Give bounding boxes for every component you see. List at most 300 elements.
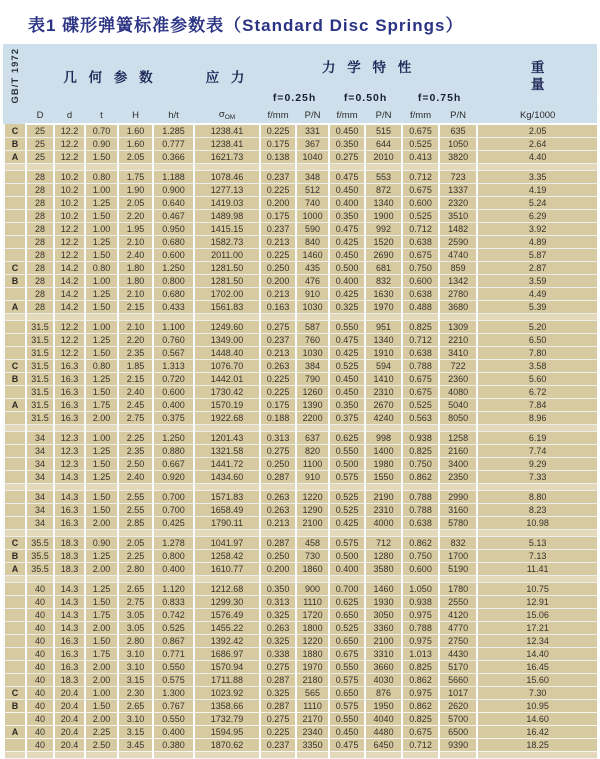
- cell-p1: 1800: [296, 622, 329, 635]
- cell-d: 16.3: [54, 517, 85, 530]
- col-label-f1: f/mm: [260, 107, 296, 124]
- cell-f1: 0.275: [260, 321, 296, 334]
- cell-f2: 0.500: [329, 262, 365, 275]
- cell-d: 16.3: [54, 373, 85, 386]
- separator-cell: [118, 530, 153, 537]
- separator-cell: [329, 314, 365, 321]
- row-series-label: [4, 648, 26, 661]
- row-series-label: [4, 347, 26, 360]
- cell-p2: 1460: [365, 583, 402, 596]
- cell-d: 12.2: [54, 151, 85, 164]
- cell-f2: 0.425: [329, 288, 365, 301]
- cell-f1: 0.313: [260, 596, 296, 609]
- cell-t: 1.25: [85, 288, 118, 301]
- cell-sigma: 1730.42: [194, 386, 260, 399]
- cell-ht: 0.550: [153, 661, 194, 674]
- group-separator: [4, 164, 598, 171]
- separator-cell: [194, 425, 260, 432]
- cell-p2: 3660: [365, 661, 402, 674]
- cell-H: 2.30: [118, 687, 153, 700]
- table-row: [4, 550, 598, 563]
- cell-p3: 4120: [439, 609, 477, 622]
- table-body: [4, 124, 598, 759]
- separator-cell: [365, 425, 402, 432]
- separator-cell: [260, 752, 296, 759]
- cell-p1: 900: [296, 583, 329, 596]
- sigma-subscript: OM: [224, 114, 236, 121]
- cell-p2: 3050: [365, 609, 402, 622]
- cell-ht: 0.920: [153, 471, 194, 484]
- cell-D: 28: [26, 184, 54, 197]
- separator-cell: [153, 752, 194, 759]
- cell-d: 18.3: [54, 563, 85, 576]
- row-series-label: A: [4, 151, 26, 164]
- cell-kg: 8.23: [477, 504, 598, 517]
- cell-kg: 5.13: [477, 537, 598, 550]
- cell-kg: 7.30: [477, 687, 598, 700]
- cell-p1: 1000: [296, 210, 329, 223]
- cell-f3: 0.975: [402, 687, 439, 700]
- cell-f2: 0.450: [329, 386, 365, 399]
- cell-H: 2.15: [118, 373, 153, 386]
- cell-d: 20.4: [54, 739, 85, 752]
- row-series-label: B: [4, 275, 26, 288]
- cell-ht: 0.425: [153, 517, 194, 530]
- cell-kg: 5.39: [477, 301, 598, 314]
- cell-t: 1.50: [85, 596, 118, 609]
- cell-t: 0.70: [85, 124, 118, 138]
- cell-p2: 2670: [365, 399, 402, 412]
- cell-kg: 12.91: [477, 596, 598, 609]
- separator-cell: [329, 530, 365, 537]
- cell-ht: 0.700: [153, 491, 194, 504]
- table-row: [4, 334, 598, 347]
- cell-p3: 2350: [439, 471, 477, 484]
- cell-t: 1.00: [85, 321, 118, 334]
- separator-cell: [153, 576, 194, 583]
- cell-f2: 0.575: [329, 674, 365, 687]
- cell-d: 12.3: [54, 432, 85, 445]
- cell-p2: 4480: [365, 726, 402, 739]
- cell-H: 2.25: [118, 432, 153, 445]
- cell-f1: 0.237: [260, 334, 296, 347]
- cell-H: 2.10: [118, 321, 153, 334]
- separator-cell: [194, 484, 260, 491]
- cell-kg: 2.64: [477, 138, 598, 151]
- cell-sigma: 1489.98: [194, 210, 260, 223]
- separator-cell: [329, 752, 365, 759]
- cell-p1: 790: [296, 373, 329, 386]
- separator-cell: [477, 484, 598, 491]
- cell-p2: 951: [365, 321, 402, 334]
- cell-kg: 2.87: [477, 262, 598, 275]
- cell-H: 2.10: [118, 236, 153, 249]
- header-f025: f=0.25h: [272, 91, 317, 104]
- row-series-label: [4, 223, 26, 236]
- cell-kg: 5.20: [477, 321, 598, 334]
- cell-D: 40: [26, 739, 54, 752]
- separator-cell: [260, 484, 296, 491]
- separator-cell: [54, 484, 85, 491]
- cell-d: 18.3: [54, 550, 85, 563]
- cell-p1: 910: [296, 288, 329, 301]
- cell-kg: 3.92: [477, 223, 598, 236]
- cell-f3: 0.938: [402, 432, 439, 445]
- row-series-label: [4, 445, 26, 458]
- row-series-label: C: [4, 262, 26, 275]
- separator-cell: [4, 164, 26, 171]
- cell-p2: 3310: [365, 648, 402, 661]
- cell-f2: 0.450: [329, 184, 365, 197]
- cell-H: 2.45: [118, 399, 153, 412]
- cell-d: 12.2: [54, 236, 85, 249]
- row-series-label: [4, 249, 26, 262]
- cell-D: 40: [26, 648, 54, 661]
- cell-D: 40: [26, 661, 54, 674]
- cell-p1: 760: [296, 334, 329, 347]
- cell-t: 1.75: [85, 609, 118, 622]
- cell-f2: 0.650: [329, 687, 365, 700]
- header-weight: [477, 44, 598, 107]
- separator-cell: [54, 314, 85, 321]
- cell-f3: 0.638: [402, 236, 439, 249]
- cell-sigma: 1702.00: [194, 288, 260, 301]
- cell-sigma: 1442.01: [194, 373, 260, 386]
- cell-kg: 16.45: [477, 661, 598, 674]
- separator-cell: [365, 752, 402, 759]
- separator-cell: [85, 752, 118, 759]
- cell-t: 1.75: [85, 399, 118, 412]
- cell-d: 10.2: [54, 171, 85, 184]
- cell-ht: 0.575: [153, 674, 194, 687]
- separator-cell: [54, 530, 85, 537]
- cell-d: 20.4: [54, 726, 85, 739]
- header-f075: f=0.75h: [417, 91, 462, 104]
- table-row: [4, 458, 598, 471]
- cell-d: 12.2: [54, 347, 85, 360]
- cell-d: 14.2: [54, 301, 85, 314]
- cell-d: 14.2: [54, 262, 85, 275]
- cell-kg: 3.58: [477, 360, 598, 373]
- cell-p1: 1880: [296, 648, 329, 661]
- cell-p3: 2590: [439, 236, 477, 249]
- cell-f1: 0.325: [260, 635, 296, 648]
- cell-H: 3.10: [118, 661, 153, 674]
- cell-p3: 5170: [439, 661, 477, 674]
- cell-sigma: 1281.50: [194, 262, 260, 275]
- separator-cell: [402, 425, 439, 432]
- row-series-label: B: [4, 700, 26, 713]
- header-geometry: 几 何 参 数: [63, 69, 157, 85]
- cell-f3: 0.675: [402, 386, 439, 399]
- cell-p1: 1720: [296, 609, 329, 622]
- cell-f2: 0.475: [329, 334, 365, 347]
- cell-p1: 1290: [296, 504, 329, 517]
- cell-f1: 0.263: [260, 622, 296, 635]
- cell-p2: 681: [365, 262, 402, 275]
- cell-t: 1.00: [85, 184, 118, 197]
- cell-sigma: 1238.41: [194, 124, 260, 138]
- cell-sigma: 1078.46: [194, 171, 260, 184]
- cell-H: 2.15: [118, 301, 153, 314]
- row-series-label: B: [4, 373, 26, 386]
- cell-kg: 12.34: [477, 635, 598, 648]
- cell-H: 2.20: [118, 334, 153, 347]
- cell-D: 35.5: [26, 550, 54, 563]
- separator-cell: [118, 164, 153, 171]
- cell-f1: 0.338: [260, 648, 296, 661]
- separator-cell: [329, 425, 365, 432]
- cell-d: 14.3: [54, 583, 85, 596]
- cell-sigma: 2011.00: [194, 249, 260, 262]
- cell-p1: 1220: [296, 491, 329, 504]
- cell-f2: 0.650: [329, 635, 365, 648]
- cell-H: 2.10: [118, 288, 153, 301]
- separator-cell: [153, 425, 194, 432]
- cell-d: 20.4: [54, 713, 85, 726]
- cell-p2: 1340: [365, 197, 402, 210]
- cell-kg: 7.13: [477, 550, 598, 563]
- cell-p1: 348: [296, 171, 329, 184]
- row-series-label: [4, 197, 26, 210]
- cell-f2: 0.625: [329, 432, 365, 445]
- cell-H: 3.15: [118, 674, 153, 687]
- row-series-label: [4, 583, 26, 596]
- cell-f1: 0.287: [260, 700, 296, 713]
- cell-t: 2.00: [85, 563, 118, 576]
- cell-ht: 1.278: [153, 537, 194, 550]
- cell-p3: 859: [439, 262, 477, 275]
- separator-cell: [296, 425, 329, 432]
- cell-H: 3.45: [118, 739, 153, 752]
- separator-cell: [260, 530, 296, 537]
- cell-p3: 3820: [439, 151, 477, 164]
- table-row: [4, 301, 598, 314]
- cell-p2: 992: [365, 223, 402, 236]
- cell-t: 0.80: [85, 262, 118, 275]
- cell-f2: 0.675: [329, 648, 365, 661]
- cell-sigma: 1041.97: [194, 537, 260, 550]
- cell-ht: 0.900: [153, 184, 194, 197]
- cell-D: 31.5: [26, 386, 54, 399]
- group-separator: [4, 530, 598, 537]
- cell-t: 1.50: [85, 347, 118, 360]
- cell-f3: 0.788: [402, 504, 439, 517]
- cell-f3: 1.050: [402, 583, 439, 596]
- cell-p1: 587: [296, 321, 329, 334]
- cell-H: 2.80: [118, 635, 153, 648]
- cell-f3: 0.488: [402, 301, 439, 314]
- table-row: [4, 609, 598, 622]
- separator-cell: [365, 314, 402, 321]
- cell-p1: 476: [296, 275, 329, 288]
- cell-ht: 1.313: [153, 360, 194, 373]
- cell-f2: 0.525: [329, 491, 365, 504]
- table-row: [4, 517, 598, 530]
- cell-p1: 1040: [296, 151, 329, 164]
- separator-cell: [477, 530, 598, 537]
- separator-cell: [54, 425, 85, 432]
- cell-f2: 0.325: [329, 301, 365, 314]
- cell-f1: 0.175: [260, 399, 296, 412]
- cell-D: 40: [26, 674, 54, 687]
- cell-D: 28: [26, 301, 54, 314]
- cell-sigma: 1201.43: [194, 432, 260, 445]
- separator-cell: [194, 576, 260, 583]
- cell-p3: 4430: [439, 648, 477, 661]
- standard-label: GB/T 1972: [9, 48, 21, 104]
- cell-p3: 722: [439, 360, 477, 373]
- separator-cell: [439, 484, 477, 491]
- cell-d: 14.3: [54, 491, 85, 504]
- cell-kg: 4.19: [477, 184, 598, 197]
- row-series-label: [4, 236, 26, 249]
- cell-H: 1.60: [118, 124, 153, 138]
- separator-cell: [26, 530, 54, 537]
- separator-cell: [477, 164, 598, 171]
- cell-p2: 1910: [365, 347, 402, 360]
- cell-kg: 6.72: [477, 386, 598, 399]
- cell-p1: 458: [296, 537, 329, 550]
- cell-D: 40: [26, 713, 54, 726]
- cell-p3: 1342: [439, 275, 477, 288]
- cell-ht: 1.250: [153, 262, 194, 275]
- cell-f3: 0.638: [402, 288, 439, 301]
- cell-p2: 1550: [365, 471, 402, 484]
- cell-f1: 0.200: [260, 197, 296, 210]
- cell-p3: 3680: [439, 301, 477, 314]
- cell-f1: 0.213: [260, 288, 296, 301]
- sigma-symbol: σ: [218, 109, 225, 120]
- cell-H: 2.65: [118, 583, 153, 596]
- cell-t: 2.50: [85, 739, 118, 752]
- cell-p1: 565: [296, 687, 329, 700]
- cell-D: 25: [26, 124, 54, 138]
- cell-f3: 0.675: [402, 249, 439, 262]
- cell-ht: 0.525: [153, 622, 194, 635]
- separator-cell: [26, 576, 54, 583]
- cell-p3: 2210: [439, 334, 477, 347]
- cell-t: 2.00: [85, 713, 118, 726]
- separator-cell: [402, 530, 439, 537]
- cell-D: 34: [26, 458, 54, 471]
- table-row: [4, 275, 598, 288]
- separator-cell: [4, 752, 26, 759]
- row-series-label: [4, 458, 26, 471]
- cell-ht: 0.366: [153, 151, 194, 164]
- cell-f3: 0.675: [402, 726, 439, 739]
- cell-f1: 0.250: [260, 262, 296, 275]
- cell-f3: 0.600: [402, 275, 439, 288]
- cell-f1: 0.287: [260, 674, 296, 687]
- row-series-label: [4, 471, 26, 484]
- cell-d: 16.3: [54, 386, 85, 399]
- cell-p2: 1630: [365, 288, 402, 301]
- row-series-label: B: [4, 138, 26, 151]
- cell-f2: 0.350: [329, 399, 365, 412]
- cell-d: 16.3: [54, 360, 85, 373]
- cell-ht: 0.400: [153, 399, 194, 412]
- cell-kg: 7.80: [477, 347, 598, 360]
- cell-t: 2.25: [85, 726, 118, 739]
- page-title: 表1 碟形弹簧标准参数表（Standard Disc Springs）: [28, 16, 464, 35]
- cell-f3: 0.638: [402, 347, 439, 360]
- separator-cell: [402, 164, 439, 171]
- cell-p2: 594: [365, 360, 402, 373]
- cell-p3: 3410: [439, 347, 477, 360]
- cell-f2: 0.425: [329, 236, 365, 249]
- cell-f2: 0.550: [329, 713, 365, 726]
- cell-kg: 16.42: [477, 726, 598, 739]
- cell-sigma: 1277.13: [194, 184, 260, 197]
- separator-cell: [439, 576, 477, 583]
- cell-H: 3.10: [118, 648, 153, 661]
- cell-p2: 998: [365, 432, 402, 445]
- separator-cell: [402, 314, 439, 321]
- cell-d: 10.2: [54, 197, 85, 210]
- cell-f3: 0.712: [402, 171, 439, 184]
- cell-p2: 1950: [365, 700, 402, 713]
- cell-d: 14.3: [54, 471, 85, 484]
- cell-ht: 0.833: [153, 596, 194, 609]
- cell-ht: 0.742: [153, 609, 194, 622]
- cell-p2: 1520: [365, 236, 402, 249]
- cell-d: 12.2: [54, 321, 85, 334]
- cell-f2: 0.500: [329, 458, 365, 471]
- separator-cell: [402, 576, 439, 583]
- cell-D: 31.5: [26, 399, 54, 412]
- cell-kg: 10.75: [477, 583, 598, 596]
- cell-D: 35.5: [26, 563, 54, 576]
- row-series-label: A: [4, 301, 26, 314]
- cell-kg: 15.60: [477, 674, 598, 687]
- table-row: [4, 445, 598, 458]
- cell-d: 16.3: [54, 635, 85, 648]
- cell-d: 12.2: [54, 334, 85, 347]
- cell-kg: 14.40: [477, 648, 598, 661]
- cell-t: 2.00: [85, 674, 118, 687]
- cell-p3: 2550: [439, 596, 477, 609]
- row-series-label: [4, 739, 26, 752]
- cell-p3: 5190: [439, 563, 477, 576]
- cell-D: 35.5: [26, 537, 54, 550]
- cell-f1: 0.275: [260, 713, 296, 726]
- cell-D: 28: [26, 223, 54, 236]
- cell-d: 10.2: [54, 210, 85, 223]
- cell-ht: 0.800: [153, 550, 194, 563]
- cell-f1: 0.225: [260, 386, 296, 399]
- cell-kg: 4.40: [477, 151, 598, 164]
- cell-p2: 1340: [365, 334, 402, 347]
- cell-sigma: 1212.68: [194, 583, 260, 596]
- cell-t: 2.00: [85, 412, 118, 425]
- cell-f3: 0.600: [402, 563, 439, 576]
- separator-cell: [26, 314, 54, 321]
- cell-f2: 0.575: [329, 471, 365, 484]
- cell-D: 31.5: [26, 347, 54, 360]
- cell-f1: 0.287: [260, 471, 296, 484]
- group-separator: [4, 425, 598, 432]
- cell-H: 2.35: [118, 445, 153, 458]
- separator-cell: [118, 576, 153, 583]
- cell-H: 2.85: [118, 517, 153, 530]
- cell-p2: 2190: [365, 491, 402, 504]
- cell-D: 28: [26, 171, 54, 184]
- separator-cell: [153, 164, 194, 171]
- table-row: [4, 583, 598, 596]
- cell-f1: 0.237: [260, 223, 296, 236]
- cell-D: 31.5: [26, 334, 54, 347]
